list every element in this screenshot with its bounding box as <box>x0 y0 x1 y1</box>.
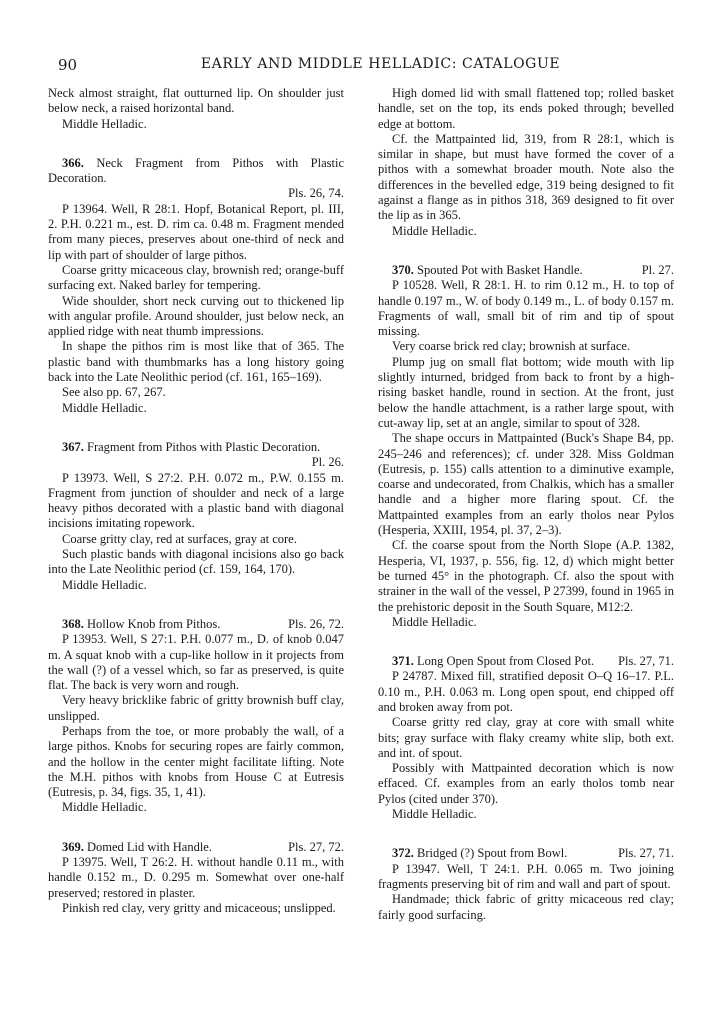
entry-title-group <box>48 617 220 632</box>
period-label: Middle Helladic. <box>392 614 477 629</box>
period-label: Middle Helladic. <box>392 807 477 822</box>
period-label: Middle Helladic. <box>62 116 147 131</box>
entry-title: Hollow Knob from Pithos. <box>87 616 221 631</box>
plates-ref: Pls. 27, 71. <box>618 846 674 861</box>
entry-heading <box>48 440 344 455</box>
entry-paragraph: Coarse gritty clay, red at surfaces, gray at core. <box>62 531 297 546</box>
entry-title-group <box>48 840 212 855</box>
entry-title-group <box>378 654 594 669</box>
catalogue-entry-369-continued <box>378 86 674 239</box>
entry-title-group <box>378 263 583 278</box>
entry-paragraph: P 13964. Well, R 28:1. Hopf, Botanical Report, pl. III, 2. P.H. 0.221 m., est. D. rim ca. 0.48 m. Fragment mended from many pieces, preserves about one-third of neck and lip with part of shoulder of large pithos. <box>48 201 344 262</box>
entry-number: 367. <box>62 439 84 454</box>
body-text: Neck almost straight, flat outturned lip. On shoulder just below neck, a raised horizontal band. <box>48 86 344 116</box>
plates-ref: Pl. 27. <box>641 262 674 277</box>
entry-heading <box>378 654 674 669</box>
entry-paragraph: In shape the pithos rim is most like that of 365. The plastic band with thumbmarks has a long history going back into the Late Neolithic period (cf. 161, 165–169). <box>48 339 344 385</box>
catalogue-entry-367 <box>48 440 344 593</box>
catalogue-entry-366 <box>48 156 344 416</box>
entry-paragraph: Coarse gritty micaceous clay, brownish red; orange-buff surfacing ext. Naked barley for tempering. <box>48 262 344 293</box>
page-number: 90 <box>58 56 78 74</box>
entry-paragraph: P 24787. Mixed fill, stratified deposit O–Q 16–17. P.L. 0.10 m., P.H. 0.063 m. Long open spout, end chipped off and broken away from pot. <box>378 669 674 714</box>
period-label: Middle Helladic. <box>62 400 147 415</box>
running-head: EARLY AND MIDDLE HELLADIC: CATALOGUE <box>200 56 561 72</box>
catalogue-entry-370 <box>378 263 674 630</box>
entry-title: Long Open Spout from Closed Pot. <box>417 654 595 669</box>
entry-paragraph: P 13973. Well, S 27:2. P.H. 0.072 m., P.W. 0.155 m. Fragment from junction of shoulder and neck of a large heavy pithos decorated with a plastic band with diagonal incisions imitating ropework. <box>48 470 344 531</box>
plates-ref: Pl. 26. <box>311 455 344 470</box>
entry-number: 368. <box>62 616 84 631</box>
entry-title: Fragment from Pithos with Plastic Decoration. <box>87 439 321 454</box>
catalogue-entry-368 <box>48 617 344 816</box>
entry-number: 369. <box>62 839 84 854</box>
entry-paragraph: P 13947. Well, T 24:1. P.H. 0.065 m. Two joining fragments preserving bit of rim and wall and part of spout. <box>378 861 674 891</box>
entry-title-group <box>378 846 567 861</box>
entry-title: Bridged (?) Spout from Bowl. <box>417 846 568 861</box>
plates-ref: Pls. 26, 72. <box>288 616 344 631</box>
entry-number: 372. <box>392 846 414 861</box>
entry-heading <box>378 846 674 861</box>
entry-heading <box>48 156 344 187</box>
entry-paragraph: Cf. the coarse spout from the North Slope (A.P. 1382, Hesperia, VI, 1937, p. 556, fig. 12, d) which might better be turned 45° in the photograph. Cf. also the spout with strainer in the wall of the vessel, P 27399, found in 1965 in the prehistoric deposit in the South Square, M12:2. <box>378 538 674 614</box>
entry-number: 366. <box>62 155 84 170</box>
entry-paragraph: Very coarse brick red clay; brownish at surface. <box>392 339 631 354</box>
period-label: Middle Helladic. <box>392 223 477 238</box>
catalogue-entry-369 <box>48 840 344 916</box>
entry-heading <box>378 263 674 278</box>
entry-paragraph: See also pp. 67, 267. <box>62 385 166 400</box>
entry-paragraph: Pinkish red clay, very gritty and micaceous; unslipped. <box>62 900 336 915</box>
entry-paragraph: Perhaps from the toe, or more probably the wall, of a large pithos. Knobs for securing ropes are fairly common, and the hollow in the center might facilitate lifting. Note the M.H. pithos with knobs from House C at Eutresis (Eutresis, p. 34, figs. 35, 1, 41). <box>48 723 344 800</box>
entry-heading <box>48 840 344 855</box>
entry-paragraph: Very heavy bricklike fabric of gritty brownish buff clay, unslipped. <box>48 693 344 723</box>
entry-paragraph: Plump jug on small flat bottom; wide mouth with lip slightly inturned, bridged from back to front by a high-rising basket handle, round in section. At the front, just below the handle attachment, is a rather large spout, with cut-away lip, set at an angle, similar to spout of 328. <box>378 354 674 430</box>
period-label: Middle Helladic. <box>62 800 147 815</box>
entry-paragraph: High domed lid with small flattened top; rolled basket handle, set on the top, its ends poked through; bevelled edge at bottom. <box>378 86 674 131</box>
entry-title: Spouted Pot with Basket Handle. <box>417 262 583 277</box>
entry-heading <box>48 617 344 632</box>
entry-paragraph: Possibly with Mattpainted decoration which is now effaced. Cf. examples from an early tholos tomb near Pylos (cited under 370). <box>378 761 674 806</box>
plates-ref: Pls. 27, 71. <box>618 654 674 669</box>
entry-paragraph: Such plastic bands with diagonal incisions also go back into the Late Neolithic period (cf. 159, 164, 170). <box>48 547 344 577</box>
entry-title: Domed Lid with Handle. <box>87 839 212 854</box>
entry-number: 370. <box>392 262 414 277</box>
entry-paragraph: P 10528. Well, R 28:1. H. to rim 0.12 m., H. to top of handle 0.197 m., W. of body 0.149 m., L. of body 0.157 m. Fragments of wall, small bit of rim and tip of spout missing. <box>378 278 674 339</box>
entry-paragraph: Wide shoulder, short neck curving out to thickened lip with angular profile. Around shoulder, just below neck, an applied ridge with neat thumb impressions. <box>48 293 344 339</box>
entry-number: 371. <box>392 654 414 669</box>
entry-paragraph: The shape occurs in Mattpainted (Buck's Shape B4, pp. 245–246 and references); cf. under 328. Miss Goldman (Eutresis, p. 155) calls attention to a diminutive example, coarse and undecorated, from Chalkis, which has a smaller handle and a higher more flaring spout. Cf. the Mattpainted examples from an early tholos near Pylos (Hesperia, XXIII, 1954, pl. 37, 2–3). <box>378 431 674 538</box>
page-header <box>58 56 673 76</box>
plates-ref: Pls. 26, 74. <box>288 186 344 201</box>
entry-paragraph: P 13953. Well, S 27:1. P.H. 0.077 m., D. of knob 0.047 m. A squat knob with a cup-like hollow in it projects from the wall (?) of a vessel which, so far as preserved, is quite flat. The back is very worn and rough. <box>48 632 344 693</box>
catalogue-entry-371 <box>378 654 674 822</box>
entry-paragraph: P 13975. Well, T 26:2. H. without handle 0.11 m., with handle 0.152 m., D. 0.295 m. Somewhat over one-half preserved; restored in plaster. <box>48 855 344 900</box>
plates-ref: Pls. 27, 72. <box>288 839 344 854</box>
period-label: Middle Helladic. <box>62 577 147 592</box>
entry-paragraph: Cf. the Mattpainted lid, 319, from R 28:1, which is similar in shape, but must have formed the cover of a pithos with a somewhat broader mouth. Note also the differences in the bevelled edge, 319 being designed to fit against a flange as in pithos 318, 369 designed to fit over the lip as in 365. <box>378 131 674 223</box>
left-column <box>48 86 344 916</box>
entry-paragraph: Coarse gritty red clay, gray at core with small white bits; gray surface with flaky creamy white slip, both ext. and int. of spout. <box>378 715 674 760</box>
entry-paragraph: Handmade; thick fabric of gritty micaceous red clay; fairly good surfacing. <box>378 892 674 922</box>
catalogue-entry-372 <box>378 846 674 922</box>
entry-title: Neck Fragment from Pithos with Plastic Decoration. <box>48 155 344 186</box>
right-column <box>378 86 674 923</box>
intro-continuation <box>48 86 344 132</box>
